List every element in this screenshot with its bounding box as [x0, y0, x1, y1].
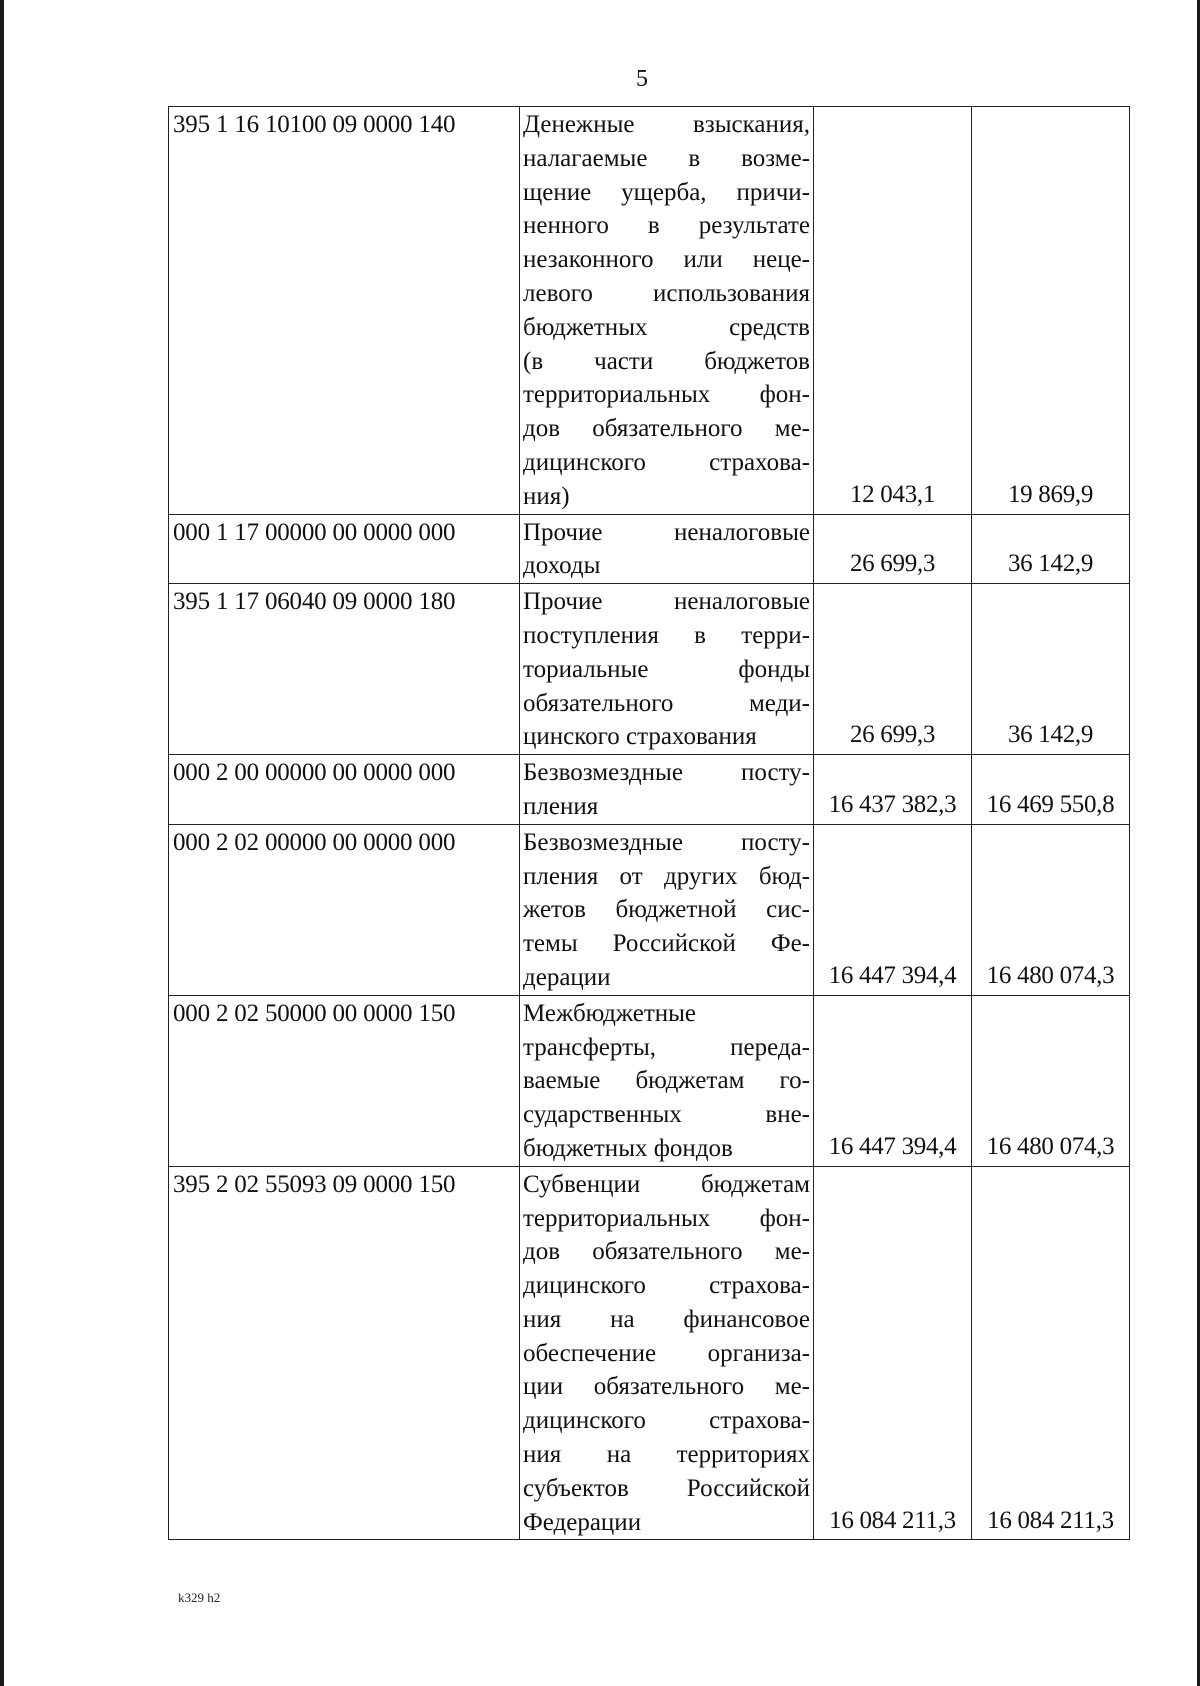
table-row	[169, 584, 1130, 755]
description-line: дерации	[523, 963, 611, 991]
value-cell-1: 16 084 211,3	[814, 1166, 972, 1540]
budget-code-cell: 000 1 17 00000 00 0000 000	[169, 514, 520, 584]
description-line: Федерации	[523, 1508, 642, 1536]
description-line: Прочие неналоговые	[523, 588, 810, 616]
description-line: Субвенции бюджетам	[523, 1170, 810, 1198]
budget-table	[168, 106, 1130, 1540]
description-line: Межбюджетные	[523, 999, 697, 1027]
description-cell	[520, 995, 814, 1166]
description-line: трансферты, переда-	[523, 1033, 810, 1061]
page-number: 5	[636, 66, 648, 92]
description-line: налагаемые в возме-	[523, 144, 810, 172]
value-cell-1: 26 699,3	[814, 584, 972, 755]
budget-code-cell: 395 2 02 55093 09 0000 150	[169, 1166, 520, 1540]
budget-code-cell: 395 1 17 06040 09 0000 180	[169, 584, 520, 755]
table-row	[169, 514, 1130, 584]
description-line: территориальных фон-	[523, 1204, 810, 1232]
table-row	[169, 995, 1130, 1166]
value-cell-2: 36 142,9	[972, 514, 1130, 584]
description-line: темы Российской Фе-	[523, 930, 810, 958]
table-row	[169, 824, 1130, 995]
budget-code-cell: 395 1 16 10100 09 0000 140	[169, 107, 520, 515]
description-line: поступления в терри-	[523, 621, 810, 649]
description-line: бюджетных средств	[523, 313, 810, 341]
description-line: Денежные взыскания,	[523, 111, 810, 138]
description-line: дицинского страхова-	[523, 1272, 810, 1300]
table-row	[169, 1166, 1130, 1540]
description-line: ториальные фонды	[523, 655, 810, 683]
description-line: доходы	[523, 552, 601, 580]
description-line: обязательного меди-	[523, 689, 810, 717]
description-line: бюджетных фондов	[523, 1134, 733, 1162]
description-line: ваемые бюджетам го-	[523, 1067, 810, 1095]
value-cell-1: 26 699,3	[814, 514, 972, 584]
table-row	[169, 107, 1130, 515]
value-cell-2: 16 480 074,3	[972, 824, 1130, 995]
value-cell-2: 36 142,9	[972, 584, 1130, 755]
description-line: ции обязательного ме-	[523, 1373, 810, 1401]
scan-edge-left	[0, 0, 4, 1686]
description-cell	[520, 514, 814, 584]
description-line: незаконного или неце-	[523, 246, 810, 274]
description-line: обеспечение организа-	[523, 1339, 810, 1367]
value-cell-1: 16 447 394,4	[814, 824, 972, 995]
description-line: дов обязательного ме-	[523, 415, 810, 443]
description-line: Прочие неналоговые	[523, 518, 810, 546]
description-line: пления от других бюд-	[523, 862, 810, 890]
description-line: жетов бюджетной сис-	[523, 896, 810, 924]
description-line: ненного в результате	[523, 212, 810, 240]
description-cell	[520, 755, 814, 825]
description-line: территориальных фон-	[523, 381, 810, 409]
value-cell-2: 16 469 550,8	[972, 755, 1130, 825]
description-line: Безвозмездные посту-	[523, 828, 810, 856]
value-cell-2: 19 869,9	[972, 107, 1130, 515]
value-cell-1: 12 043,1	[814, 107, 972, 515]
value-cell-1: 16 447 394,4	[814, 995, 972, 1166]
description-line: дов обязательного ме-	[523, 1238, 810, 1266]
description-line: пления	[523, 792, 599, 820]
description-cell	[520, 107, 814, 515]
description-line: Безвозмездные посту-	[523, 759, 810, 787]
description-line: ния на финансовое	[523, 1305, 810, 1333]
budget-code-cell: 000 2 00 00000 00 0000 000	[169, 755, 520, 825]
value-cell-1: 16 437 382,3	[814, 755, 972, 825]
budget-code-cell: 000 2 02 00000 00 0000 000	[169, 824, 520, 995]
table-row	[169, 755, 1130, 825]
description-line: (в части бюджетов	[523, 347, 810, 375]
description-line: дицинского страхова-	[523, 1407, 810, 1435]
description-cell	[520, 1166, 814, 1540]
description-cell	[520, 824, 814, 995]
footer-reference: k329 h2	[178, 1590, 221, 1605]
description-line: дицинского страхова-	[523, 448, 810, 476]
budget-code-cell: 000 2 02 50000 00 0000 150	[169, 995, 520, 1166]
value-cell-2: 16 084 211,3	[972, 1166, 1130, 1540]
description-line: сударственных вне-	[523, 1101, 810, 1129]
description-line: цинского страхования	[523, 723, 757, 751]
value-cell-2: 16 480 074,3	[972, 995, 1130, 1166]
description-line: щение ущерба, причи-	[523, 178, 810, 206]
description-line: ния)	[523, 482, 570, 510]
description-line: ния на территориях	[523, 1441, 810, 1469]
budget-table-body	[169, 107, 1130, 1540]
description-line: субъектов Российской	[523, 1474, 810, 1502]
description-cell	[520, 584, 814, 755]
description-line: левого использования	[523, 279, 810, 307]
